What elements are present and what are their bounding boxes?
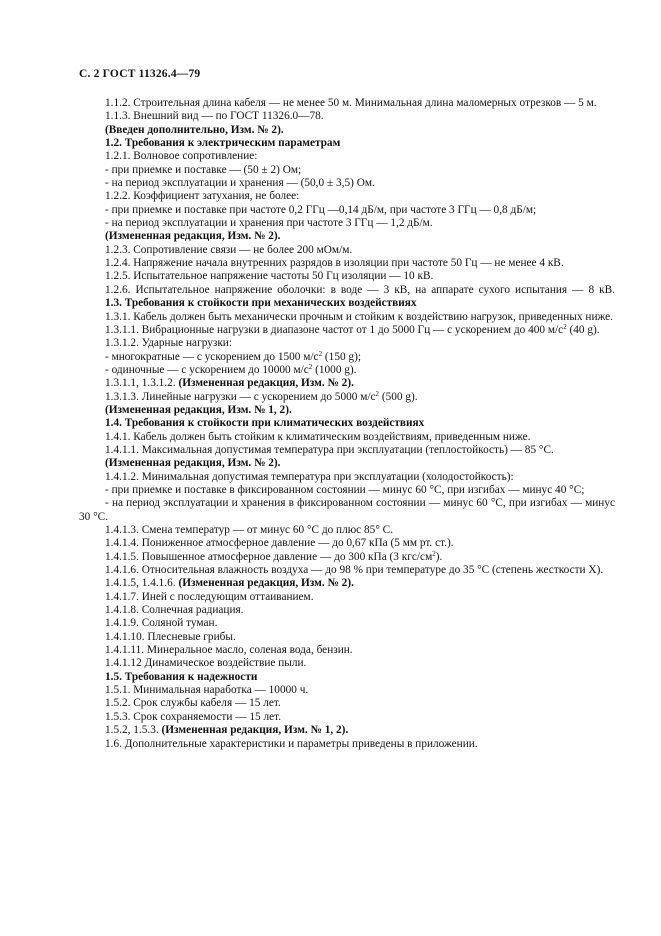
paragraph [79, 377, 615, 390]
paragraph-text: - одиночные — с ускорением до 10000 м/с [105, 363, 309, 376]
paragraph-text: 1.3.1.3. Линейные нагрузки — с ускорением до 5000 м/с [105, 390, 376, 403]
paragraph: 1.4.1.10. Плесневые грибы. [105, 630, 236, 643]
paragraph: 1.4.1.2. Минимальная допустимая температура при эксплуатации (холодостойкость): [105, 470, 514, 483]
section-heading: 1.5. Требования к надежности [105, 670, 258, 683]
paragraph: - на период эксплуатации и хранения в фиксированном состоянии — минус 60 °С, при изгибах — минус 30 °С. [79, 497, 615, 523]
section-heading: (Измененная редакция, Изм. № 2). [105, 230, 281, 243]
paragraph: 1.2.6. Испытательное напряжение оболочки: в воде — 3 кВ, на аппарате сухого испытания — 8 кВ. [105, 283, 615, 296]
paragraph: 1.4.1.4. Пониженное атмосферное давление — до 0,67 кПа (5 мм рт. ст.). [105, 537, 454, 550]
section-heading: (Введен дополнительно, Изм. № 2). [105, 123, 284, 136]
paragraph: 1.4.1.9. Соляной туман. [105, 617, 218, 630]
superscript: 2 [563, 322, 567, 331]
paragraph: 1.2.1. Волновое сопротивление: [105, 150, 258, 163]
amendment-note: (Измененная редакция, Изм. № 1, 2). [161, 724, 349, 737]
paragraph: 1.5.3. Срок сохраняемости — 15 лет. [105, 710, 282, 723]
paragraph: 1.4.1.7. Иней с последующим оттаиванием. [105, 590, 314, 603]
paragraph-text: - многократные — с ускорением до 1500 м/с [105, 350, 319, 363]
paragraph-text: (500 g). [379, 390, 418, 403]
amendment-note: (Измененная редакция, Изм. № 2). [178, 377, 354, 390]
section-heading: (Измененная редакция, Изм. № 1, 2). [105, 403, 292, 416]
paragraph-text: (40 g). [566, 323, 600, 336]
paragraph: 1.5.1. Минимальная наработка — 10000 ч. [105, 684, 309, 697]
paragraph [79, 364, 615, 377]
paragraph: 1.4.1.11. Минеральное масло, соленая вода, бензин. [105, 644, 353, 657]
paragraph-text: 1.3.1.1. Вибрационные нагрузки в диапазоне частот от 1 до 5000 Гц — с ускорением до 400 м/с [105, 323, 564, 336]
paragraph [79, 324, 615, 337]
superscript: 2 [308, 362, 313, 371]
paragraph-text: (150 g); [322, 350, 361, 363]
paragraph: - на период эксплуатации и хранения — (50,0 ± 3,5) Ом. [105, 177, 375, 190]
paragraph: 1.1.2. Строительная длина кабеля — не менее 50 м. Минимальная длина маломерных отрезков — 5 м. [105, 97, 597, 109]
paragraph [79, 577, 615, 590]
section-heading: 1.2. Требования к электрическим параметрам [105, 137, 341, 150]
paragraph: 1.4.1.12 Динамическое воздействие пыли. [105, 657, 307, 670]
paragraph: 1.2.5. Испытательное напряжение частоты 50 Гц изоляции — 10 кВ. [105, 270, 434, 283]
paragraph: 1.4.1.3. Смена температур — от минус 60 °С до плюс 85° С. [105, 524, 394, 536]
paragraph [79, 724, 615, 737]
paragraph: 1.2.4. Напряжение начала внутренних разрядов в изоляции при частоте 50 Гц — не менее 4 кВ. [105, 257, 564, 270]
paragraph: - при приемке и поставке — (50 ± 2) Ом; [105, 163, 302, 176]
paragraph: 1.5.2. Срок службы кабеля — 15 лет. [105, 697, 281, 710]
paragraph: - при приемке и поставке в фиксированном состоянии — минус 60 °С, при изгибах — минус 40 °С; [105, 483, 585, 496]
superscript: 2 [432, 549, 436, 558]
document-body [79, 97, 615, 751]
amendment-note: (Измененная редакция, Изм. № 2). [178, 577, 354, 590]
paragraph [79, 351, 615, 364]
paragraph: 1.1.3. Внешний вид — по ГОСТ 11326.0—78. [105, 110, 324, 123]
paragraph-text: 1.4.1.5. Повышенное атмосферное давление — до 300 кПа (3 кгс/см [105, 550, 433, 563]
paragraph: - при приемке и поставке при частоте 0,2 ГГц —0,14 дБ/м, при частоте 3 ГГц — 0,8 дБ/м; [105, 203, 537, 216]
paragraph: 1.3.1. Кабель должен быть механически прочным и стойким к воздействию нагрузок, приведенных ниже. [105, 310, 614, 323]
paragraph [79, 391, 615, 404]
paragraph-text: 1.3.1.1, 1.3.1.2. [105, 377, 179, 390]
paragraph: 1.4.1.6. Относительная влажность воздуха — до 98 % при температуре до 35 °С (степень жесткости X). [105, 564, 604, 577]
paragraph: - на период эксплуатации и хранения при частоте 3 ГГц — 1,2 дБ/м. [105, 217, 433, 230]
paragraph [79, 551, 615, 564]
paragraph: 1.2.3. Сопротивление связи — не более 200 мОм/м. [105, 243, 353, 256]
paragraph: 1.3.1.2. Ударные нагрузки: [105, 337, 232, 350]
superscript: 2 [318, 349, 323, 358]
paragraph-text: 1.4.1.5, 1.4.1.6. [105, 577, 179, 590]
paragraph: 1.4.1.8. Солнечная радиация. [105, 604, 244, 617]
paragraph: 1.4.1. Кабель должен быть стойким к климатическим воздействиям, приведенным ниже. [105, 430, 531, 443]
paragraph-text: ). [435, 550, 443, 563]
section-heading: 1.4. Требования к стойкости при климатических воздействиях [105, 417, 425, 430]
superscript: 2 [375, 389, 380, 398]
paragraph: 1.6. Дополнительные характеристики и параметры приведены в приложении. [105, 737, 478, 750]
paragraph-text: 1.5.2, 1.5.3. [105, 724, 162, 737]
page-header: С. 2 ГОСТ 11326.4—79 [79, 68, 201, 80]
section-heading: (Измененная редакция, Изм. № 2). [105, 457, 281, 470]
paragraph: 1.4.1.1. Максимальная допустимая температура при эксплуатации (теплостойкость) — 85 °С. [105, 443, 554, 456]
paragraph-text: (1000 g). [312, 363, 357, 376]
paragraph: 1.2.2. Коэффициент затухания, не более: [105, 190, 300, 203]
section-heading: 1.3. Требования к стойкости при механических воздействиях [105, 297, 417, 310]
